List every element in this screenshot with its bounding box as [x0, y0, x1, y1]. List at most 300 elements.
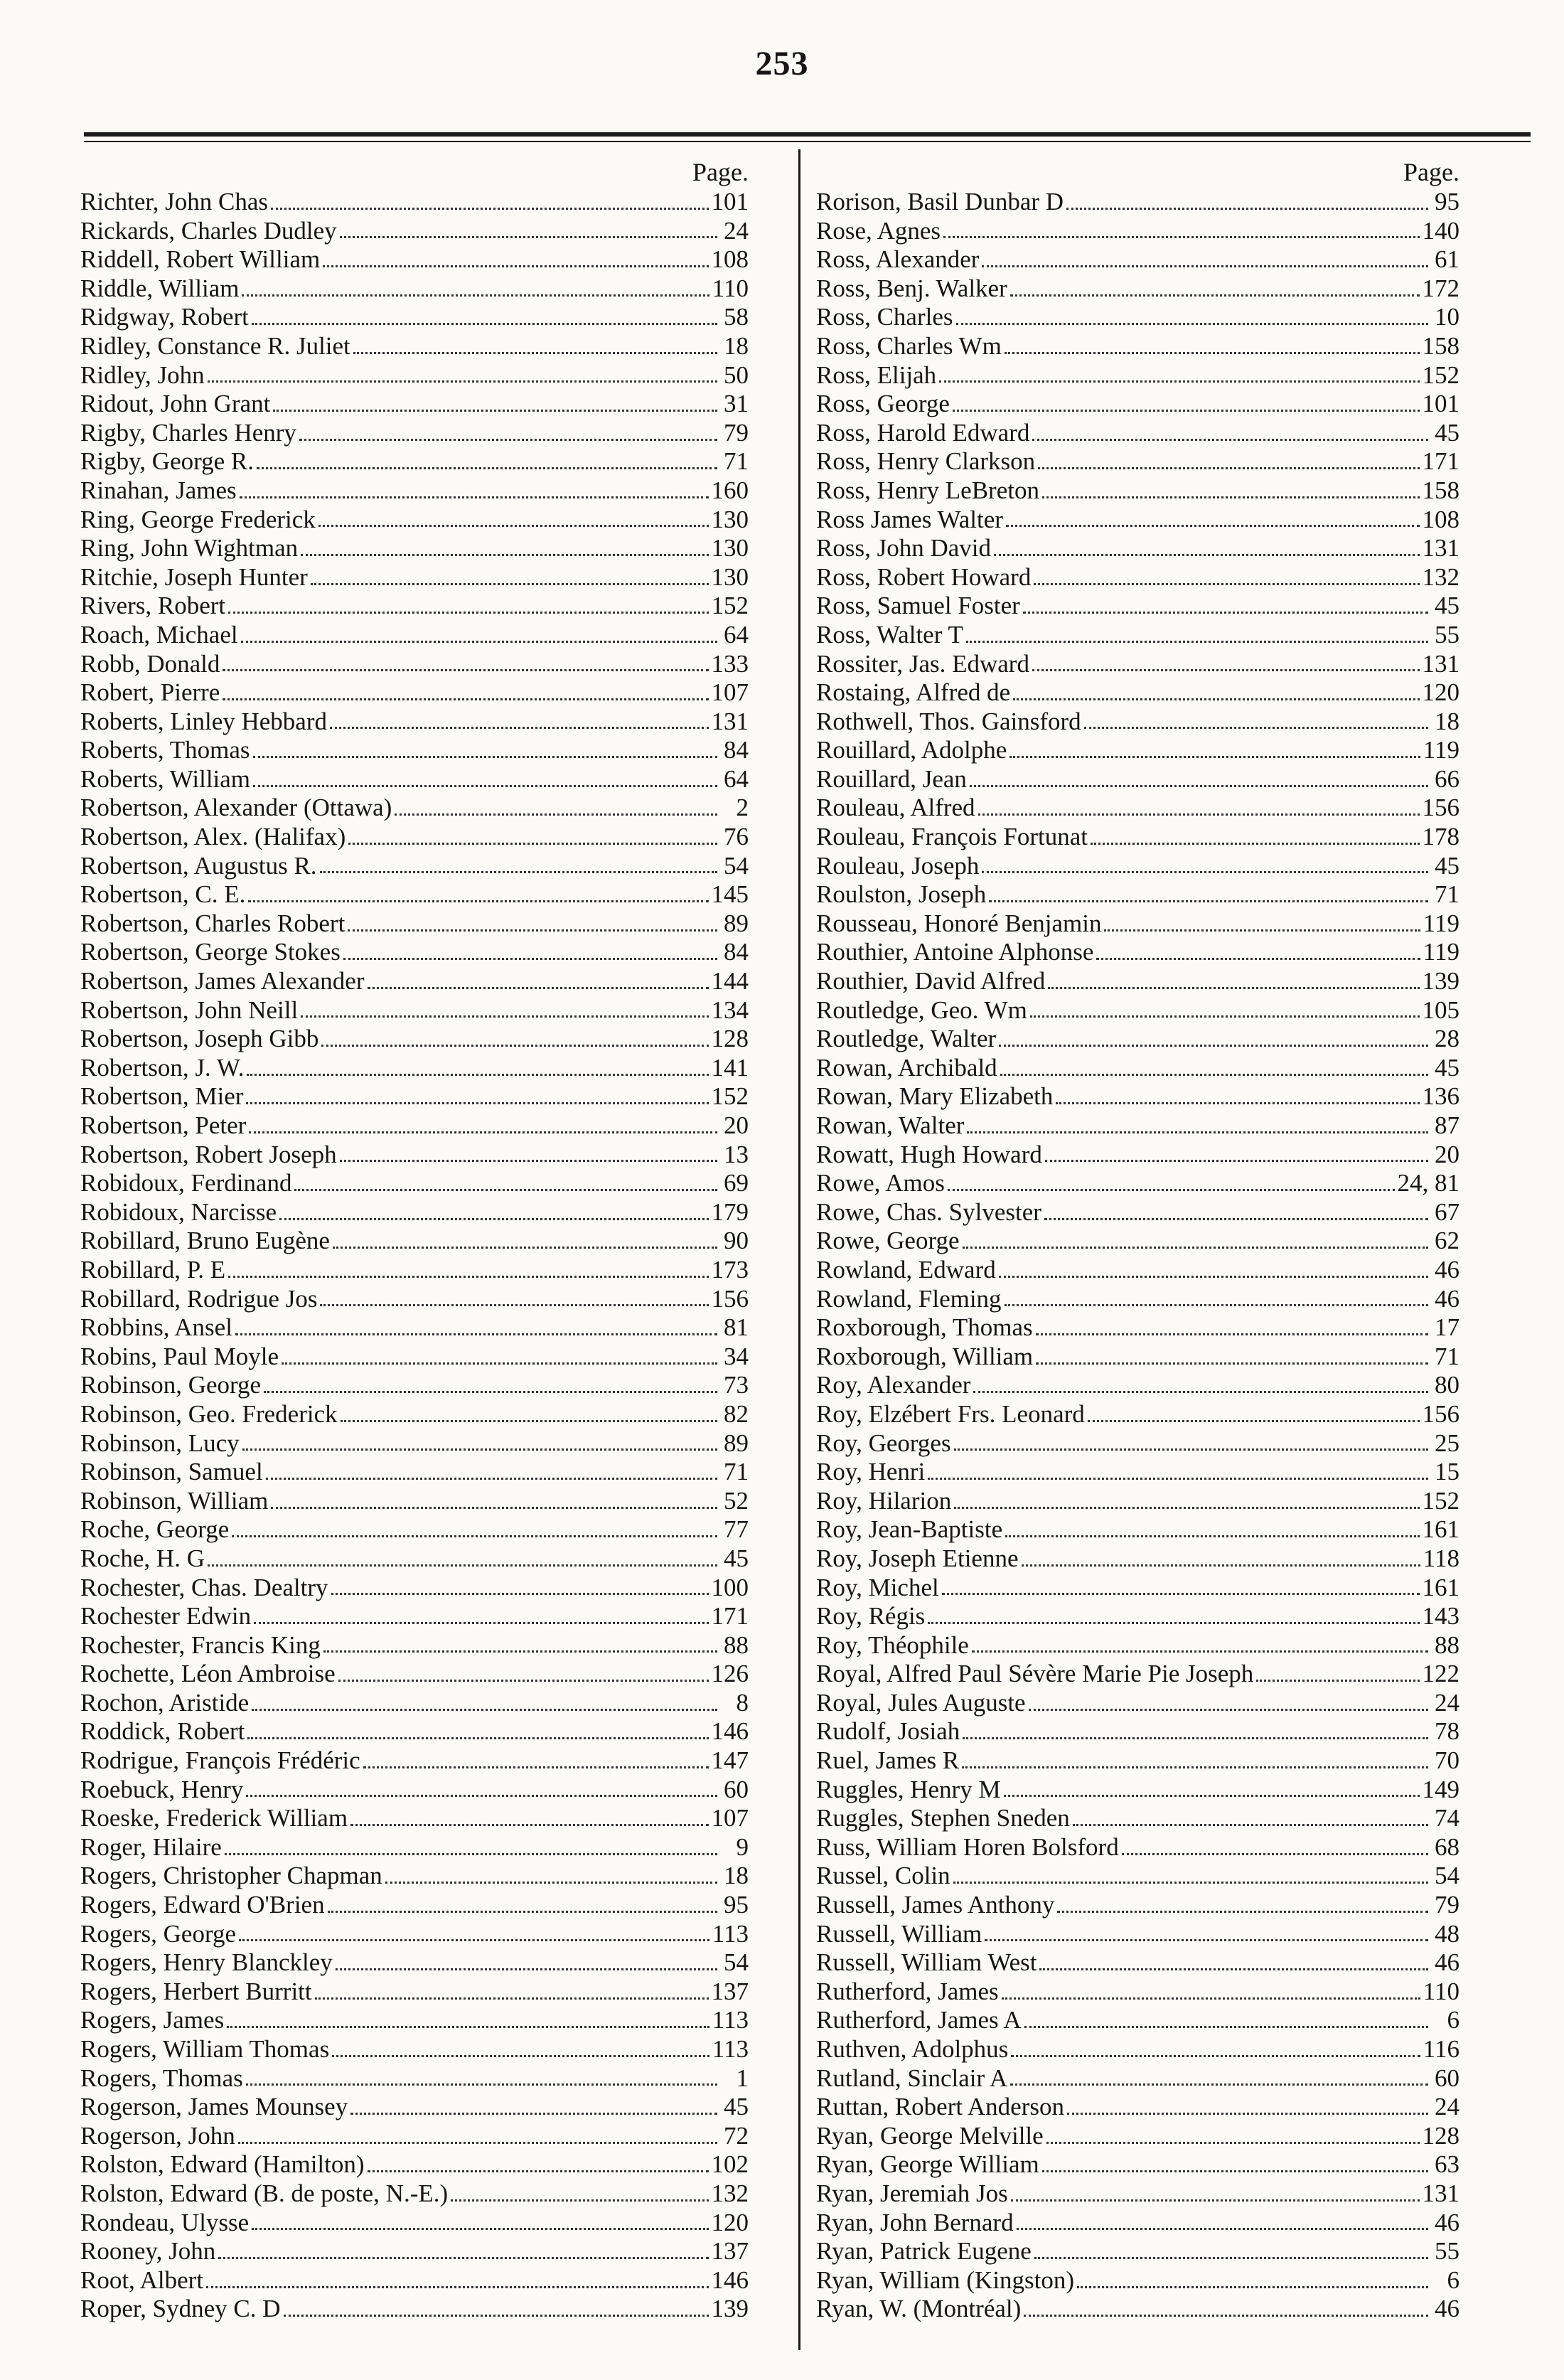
- entry-name: Roberts, Thomas: [80, 736, 250, 764]
- index-entry: [80, 592, 749, 621]
- leader-dots: [333, 1247, 717, 1249]
- index-entry: [80, 1948, 749, 1978]
- leader-dots: [338, 1680, 709, 1682]
- leader-dots: [1067, 2113, 1428, 2115]
- leader-dots: [235, 1333, 717, 1335]
- index-entry: [80, 1111, 749, 1141]
- entry-page-number: 54: [724, 851, 749, 880]
- entry-page-number: 52: [724, 1486, 749, 1515]
- index-entry: [80, 1602, 749, 1631]
- entry-page-number: 24: [724, 216, 749, 245]
- index-entry: [816, 2209, 1459, 2238]
- entry-page-number: 69: [724, 1169, 749, 1197]
- index-entry: [816, 1746, 1459, 1776]
- leader-dots: [331, 1593, 709, 1595]
- leader-dots: [223, 669, 708, 671]
- index-entry: [816, 332, 1459, 361]
- index-entry: [816, 1400, 1459, 1429]
- entry-name: Russ, William Horen Bolsford: [816, 1832, 1119, 1861]
- entry-page-number: 118: [1423, 1544, 1459, 1572]
- leader-dots: [241, 641, 717, 643]
- leader-dots: [248, 900, 708, 902]
- index-entry: [80, 909, 749, 939]
- entry-page-number: 132: [711, 2179, 749, 2207]
- entry-page-number: 145: [711, 880, 749, 909]
- entry-page-number: 77: [724, 1515, 749, 1544]
- entry-name: Roulston, Joseph: [816, 880, 987, 909]
- index-entry: [816, 1833, 1459, 1862]
- entry-name: Robidoux, Ferdinand: [80, 1169, 292, 1197]
- entry-name: Robidoux, Narcisse: [80, 1197, 277, 1226]
- header-rule-thin: [84, 141, 1531, 142]
- leader-dots: [1002, 1997, 1420, 2000]
- entry-page-number: 119: [1423, 736, 1459, 764]
- entry-name: Rolston, Edward (B. de poste, N.-E.): [80, 2179, 449, 2207]
- index-entry: [80, 1313, 749, 1343]
- entry-page-number: 100: [711, 1573, 749, 1601]
- index-entry: [816, 1082, 1459, 1111]
- index-entry: [816, 1025, 1459, 1054]
- entry-page-number: 88: [1435, 1631, 1459, 1659]
- leader-dots: [332, 2055, 709, 2057]
- leader-dots: [348, 843, 717, 845]
- leader-dots: [323, 265, 708, 267]
- leader-dots: [956, 323, 1429, 325]
- leader-dots: [1088, 1420, 1420, 1422]
- leader-dots: [368, 987, 709, 989]
- entry-page-number: 120: [711, 2208, 749, 2236]
- entry-page-number: 136: [1422, 1082, 1459, 1111]
- entry-name: Routhier, David Alfred: [816, 967, 1046, 996]
- entry-name: Robertson, Robert Joseph: [80, 1140, 337, 1168]
- index-entry: [80, 1862, 749, 1891]
- entry-page-number: 108: [711, 245, 749, 274]
- entry-page-number: 58: [724, 303, 749, 331]
- index-entry: [80, 2179, 749, 2209]
- entry-name: Roebuck, Henry: [80, 1775, 244, 1803]
- index-entry: [80, 303, 749, 332]
- entry-name: Robertson, Mier: [80, 1082, 244, 1111]
- entry-page-number: 79: [724, 418, 749, 447]
- entry-page-number: 122: [1422, 1660, 1459, 1688]
- leader-dots: [252, 1709, 717, 1711]
- entry-name: Rouillard, Adolphe: [816, 736, 1007, 764]
- entry-name: Routledge, Walter: [816, 1025, 997, 1053]
- index-entry: [816, 534, 1459, 563]
- entry-name: Robins, Paul Moyle: [80, 1342, 279, 1370]
- entry-page-number: 20: [724, 1111, 749, 1139]
- leader-dots: [943, 236, 1420, 238]
- index-entry: [816, 1891, 1459, 1920]
- leader-dots: [341, 1420, 717, 1422]
- leader-dots: [257, 467, 717, 469]
- leader-dots: [1039, 1968, 1428, 1970]
- index-entry: [816, 765, 1459, 794]
- entry-name: Rochester, Francis King: [80, 1631, 321, 1659]
- index-entry: [80, 2209, 749, 2238]
- leader-dots: [253, 785, 717, 787]
- index-entry: [80, 1227, 749, 1256]
- entry-page-number: 144: [711, 967, 749, 996]
- leader-dots: [228, 612, 708, 614]
- entry-name: Root, Albert: [80, 2266, 204, 2294]
- entry-name: Robillard, P. E: [80, 1255, 226, 1284]
- entry-name: Routledge, Geo. Wm: [816, 996, 1027, 1024]
- entry-name: Royal, Alfred Paul Sévère Marie Pie Joseph: [816, 1660, 1254, 1688]
- index-entry: [816, 1285, 1459, 1314]
- right-entry-list: [816, 188, 1459, 2324]
- entry-name: Rowe, Amos: [816, 1169, 945, 1197]
- entry-name: Ross, Elijah: [816, 361, 937, 389]
- leader-dots: [1122, 1853, 1428, 1855]
- entry-page-number: 81: [724, 1313, 749, 1342]
- entry-page-number: 2: [736, 794, 749, 822]
- entry-name: Robert, Pierre: [80, 678, 220, 707]
- entry-page-number: 133: [711, 649, 749, 678]
- leader-dots: [1042, 2170, 1428, 2172]
- index-entry: [80, 794, 749, 823]
- index-entry: [816, 2122, 1459, 2151]
- entry-page-number: 139: [711, 2295, 749, 2323]
- entry-name: Robinson, Samuel: [80, 1458, 263, 1486]
- left-entry-list: [80, 188, 749, 2324]
- entry-page-number: 88: [724, 1631, 749, 1659]
- entry-page-number: 119: [1423, 938, 1459, 966]
- entry-page-number: 17: [1435, 1313, 1459, 1342]
- entry-page-number: 10: [1435, 303, 1459, 331]
- leader-dots: [954, 1448, 1428, 1451]
- index-entry: [816, 1198, 1459, 1227]
- leader-dots: [208, 1564, 717, 1567]
- entry-page-number: 87: [1435, 1111, 1459, 1139]
- entry-name: Rivers, Robert: [80, 592, 226, 620]
- index-entry: [80, 563, 749, 592]
- entry-name: Ryan, William (Kingston): [816, 2266, 1075, 2294]
- entry-page-number: 95: [724, 1891, 749, 1919]
- entry-page-number: 72: [724, 2121, 749, 2150]
- entry-page-number: 116: [1423, 2035, 1459, 2063]
- entry-page-number: 149: [1422, 1775, 1459, 1803]
- index-entry: [816, 245, 1459, 274]
- entry-page-number: 45: [1435, 418, 1459, 447]
- index-entry: [816, 2093, 1459, 2122]
- entry-page-number: 70: [1435, 1746, 1459, 1775]
- index-entry: [80, 1631, 749, 1660]
- leader-dots: [1057, 1911, 1428, 1913]
- leader-dots: [246, 1102, 708, 1104]
- leader-dots: [1256, 1680, 1419, 1682]
- entry-name: Ross, John David: [816, 534, 991, 562]
- entry-name: Robillard, Rodrigue Jos: [80, 1284, 318, 1313]
- leader-dots: [1042, 496, 1420, 498]
- leader-dots: [982, 871, 1428, 873]
- leader-dots: [1056, 1102, 1419, 1104]
- leader-dots: [242, 294, 709, 297]
- entry-page-number: 20: [1435, 1140, 1459, 1168]
- entry-name: Rochette, Léon Ambroise: [80, 1660, 336, 1688]
- index-entry: [816, 2237, 1459, 2266]
- leader-dots: [1013, 698, 1419, 700]
- index-entry: [816, 1804, 1459, 1833]
- entry-name: Robertson, Charles Robert: [80, 909, 346, 937]
- index-entry: [816, 2266, 1459, 2295]
- leader-dots: [253, 756, 717, 758]
- index-entry: [80, 332, 749, 361]
- entry-page-number: 45: [724, 2093, 749, 2121]
- entry-name: Roy, Alexander: [816, 1371, 971, 1399]
- index-entry: [80, 765, 749, 794]
- index-entry: [80, 2093, 749, 2122]
- entry-page-number: 45: [1435, 851, 1459, 880]
- index-entry: [816, 1689, 1459, 1718]
- index-entry: [80, 1054, 749, 1083]
- entry-page-number: 131: [1422, 2179, 1459, 2207]
- entry-name: Robinson, Lucy: [80, 1429, 240, 1457]
- leader-dots: [953, 1882, 1428, 1884]
- index-entry: [816, 361, 1459, 390]
- index-entry: [80, 1169, 749, 1198]
- entry-name: Ring, George Frederick: [80, 505, 316, 533]
- leader-dots: [350, 1824, 708, 1826]
- entry-name: Rose, Agnes: [816, 216, 941, 245]
- entry-name: Ross, Charles Wm: [816, 331, 1002, 360]
- entry-name: Rigby, George R.: [80, 447, 255, 476]
- entry-page-number: 50: [724, 361, 749, 389]
- index-entry: [816, 1141, 1459, 1170]
- entry-page-number: 45: [724, 1544, 749, 1572]
- index-entry: [80, 361, 749, 390]
- index-entry: [80, 1082, 749, 1111]
- leader-dots: [232, 1535, 717, 1537]
- right-column-header: Page.: [1403, 158, 1459, 186]
- entry-page-number: 146: [711, 1717, 749, 1746]
- entry-page-number: 158: [1422, 476, 1459, 504]
- leader-dots: [928, 1478, 1428, 1480]
- leader-dots: [320, 1304, 708, 1306]
- entry-name: Rogers, Henry Blanckley: [80, 1948, 333, 1977]
- index-entry: [80, 852, 749, 881]
- index-entry: [816, 563, 1459, 592]
- leader-dots: [1045, 1160, 1428, 1162]
- entry-name: Rouillard, Jean: [816, 764, 967, 793]
- entry-page-number: 126: [711, 1660, 749, 1688]
- entry-name: Ruggles, Henry M: [816, 1775, 1001, 1803]
- leader-dots: [1073, 1824, 1428, 1826]
- leader-dots: [1036, 1333, 1428, 1335]
- index-entry: [80, 880, 749, 909]
- entry-page-number: 101: [1422, 390, 1459, 418]
- entry-page-number: 107: [711, 678, 749, 707]
- entry-page-number: 156: [1422, 794, 1459, 822]
- leader-dots: [311, 583, 709, 585]
- index-entry: [816, 303, 1459, 332]
- leader-dots: [385, 1882, 717, 1884]
- entry-page-number: 107: [711, 1804, 749, 1832]
- entry-page-number: 6: [1447, 2266, 1459, 2294]
- index-entry: [80, 1978, 749, 2007]
- entry-page-number: 132: [1422, 562, 1459, 591]
- header-rule-thick: [84, 132, 1531, 137]
- entry-page-number: 160: [711, 476, 749, 504]
- leader-dots: [1005, 352, 1420, 354]
- entry-name: Routhier, Antoine Alphonse: [816, 938, 1094, 966]
- entry-name: Rothwell, Thos. Gainsford: [816, 707, 1081, 735]
- entry-name: Robertson, J. W.: [80, 1053, 245, 1082]
- entry-page-number: 45: [1435, 592, 1459, 620]
- entry-name: Rodrigue, François Frédéric: [80, 1746, 360, 1775]
- entry-name: Rolston, Edward (Hamilton): [80, 2150, 365, 2179]
- leader-dots: [228, 1276, 708, 1278]
- entry-name: Roger, Hilaire: [80, 1832, 222, 1861]
- index-entry: [80, 1400, 749, 1429]
- leader-dots: [301, 1015, 708, 1018]
- entry-name: Rogers, George: [80, 1919, 237, 1948]
- entry-page-number: 171: [1422, 447, 1459, 476]
- entry-name: Rogers, James: [80, 2006, 225, 2034]
- entry-page-number: 120: [1422, 678, 1459, 707]
- entry-name: Rowland, Fleming: [816, 1284, 1002, 1313]
- left-column: [80, 156, 749, 2324]
- leader-dots: [973, 1391, 1428, 1393]
- entry-name: Ross James Walter: [816, 505, 1003, 533]
- leader-dots: [299, 439, 717, 441]
- index-entry: [816, 736, 1459, 765]
- entry-name: Roy, Théophile: [816, 1631, 969, 1659]
- entry-page-number: 82: [724, 1399, 749, 1428]
- index-entry: [80, 1660, 749, 1689]
- entry-name: Rowan, Walter: [816, 1111, 965, 1139]
- leader-dots: [301, 554, 708, 556]
- index-entry: [80, 1833, 749, 1862]
- entry-page-number: 55: [1435, 2237, 1459, 2266]
- entry-page-number: 18: [724, 331, 749, 360]
- entry-page-number: 68: [1435, 1832, 1459, 1861]
- index-entry: [816, 1256, 1459, 1285]
- entry-page-number: 46: [1435, 1948, 1459, 1977]
- entry-page-number: 34: [724, 1342, 749, 1370]
- entry-page-number: 8: [736, 1688, 749, 1717]
- index-entry: [816, 1054, 1459, 1083]
- index-entry: [816, 1948, 1459, 1978]
- entry-page-number: 54: [1435, 1862, 1459, 1890]
- index-entry: [80, 2006, 749, 2035]
- leader-dots: [962, 1766, 1428, 1768]
- entry-name: Ridout, John Grant: [80, 390, 271, 418]
- entry-page-number: 64: [724, 764, 749, 793]
- entry-name: Ryan, John Bernard: [816, 2208, 1014, 2236]
- index-entry: [80, 1256, 749, 1285]
- entry-name: Rowe, George: [816, 1227, 960, 1255]
- entry-name: Ridley, Constance R. Juliet: [80, 331, 350, 360]
- index-entry: [80, 419, 749, 448]
- leader-dots: [284, 2315, 709, 2317]
- entry-page-number: 46: [1435, 1284, 1459, 1313]
- index-entry: [80, 1285, 749, 1314]
- leader-dots: [942, 1593, 1420, 1595]
- index-entry: [80, 2064, 749, 2093]
- entry-page-number: 156: [711, 1284, 749, 1313]
- entry-page-number: 128: [711, 1025, 749, 1053]
- index-entry: [80, 1544, 749, 1574]
- entry-name: Ruthven, Adolphus: [816, 2035, 1009, 2063]
- entry-name: Rogers, Herbert Burritt: [80, 1977, 312, 2005]
- leader-dots: [1004, 1795, 1420, 1797]
- leader-dots: [1032, 439, 1428, 441]
- index-entry: [80, 1574, 749, 1603]
- entry-name: Robertson, John Neill: [80, 996, 299, 1024]
- entry-page-number: 137: [711, 2237, 749, 2266]
- leader-dots: [953, 410, 1420, 412]
- leader-dots: [350, 2113, 717, 2115]
- entry-name: Robertson, George Stokes: [80, 938, 341, 966]
- entry-name: Ross, Alexander: [816, 245, 980, 274]
- entry-page-number: 89: [724, 909, 749, 937]
- entry-page-number: 108: [1422, 505, 1459, 533]
- entry-page-number: 102: [711, 2150, 749, 2179]
- entry-name: Roxborough, William: [816, 1342, 1034, 1370]
- leader-dots: [315, 1997, 709, 2000]
- index-entry: [80, 447, 749, 476]
- entry-page-number: 24: [1435, 1688, 1459, 1717]
- index-entry: [80, 2266, 749, 2295]
- entry-page-number: 71: [1435, 880, 1459, 909]
- index-entry: [816, 880, 1459, 909]
- leader-dots: [206, 2286, 708, 2288]
- entry-page-number: 131: [1422, 649, 1459, 678]
- index-entry: [816, 1574, 1459, 1603]
- entry-page-number: 76: [724, 823, 749, 851]
- entry-name: Roche, H. G: [80, 1544, 205, 1572]
- entry-page-number: 24, 81: [1397, 1169, 1459, 1197]
- leader-dots: [252, 323, 717, 325]
- entry-page-number: 31: [724, 390, 749, 418]
- leader-dots: [227, 2026, 709, 2028]
- leader-dots: [225, 1853, 717, 1855]
- leader-dots: [238, 2142, 717, 2144]
- entry-name: Roy, Georges: [816, 1429, 951, 1457]
- index-entry: [80, 938, 749, 967]
- leader-dots: [1034, 2257, 1428, 2259]
- index-entry: [80, 1343, 749, 1372]
- leader-dots: [970, 785, 1428, 787]
- index-entry: [816, 1343, 1459, 1372]
- entry-name: Rogerson, John: [80, 2121, 235, 2150]
- leader-dots: [451, 2199, 708, 2202]
- entry-name: Russell, James Anthony: [816, 1891, 1055, 1919]
- entry-name: Robbins, Ansel: [80, 1313, 232, 1342]
- entry-name: Rondeau, Ulysse: [80, 2208, 250, 2236]
- leader-dots: [395, 813, 717, 816]
- entry-name: Robertson, James Alexander: [80, 967, 365, 996]
- leader-dots: [336, 1968, 717, 1970]
- index-entry: [80, 650, 749, 679]
- entry-name: Rogers, William Thomas: [80, 2035, 330, 2063]
- leader-dots: [330, 727, 709, 729]
- right-column: [816, 156, 1459, 2324]
- leader-dots: [963, 1737, 1428, 1739]
- leader-dots: [1000, 1074, 1428, 1076]
- leader-dots: [1017, 2228, 1428, 2230]
- index-entry: [80, 1515, 749, 1544]
- entry-name: Rudolf, Josiah: [816, 1717, 960, 1746]
- leader-dots: [240, 496, 709, 498]
- entry-page-number: 178: [1422, 823, 1459, 851]
- leader-dots: [982, 265, 1428, 267]
- entry-page-number: 152: [711, 1082, 749, 1111]
- entry-name: Rochester Edwin: [80, 1602, 252, 1631]
- index-entry: [816, 390, 1459, 419]
- entry-page-number: 18: [1435, 707, 1459, 735]
